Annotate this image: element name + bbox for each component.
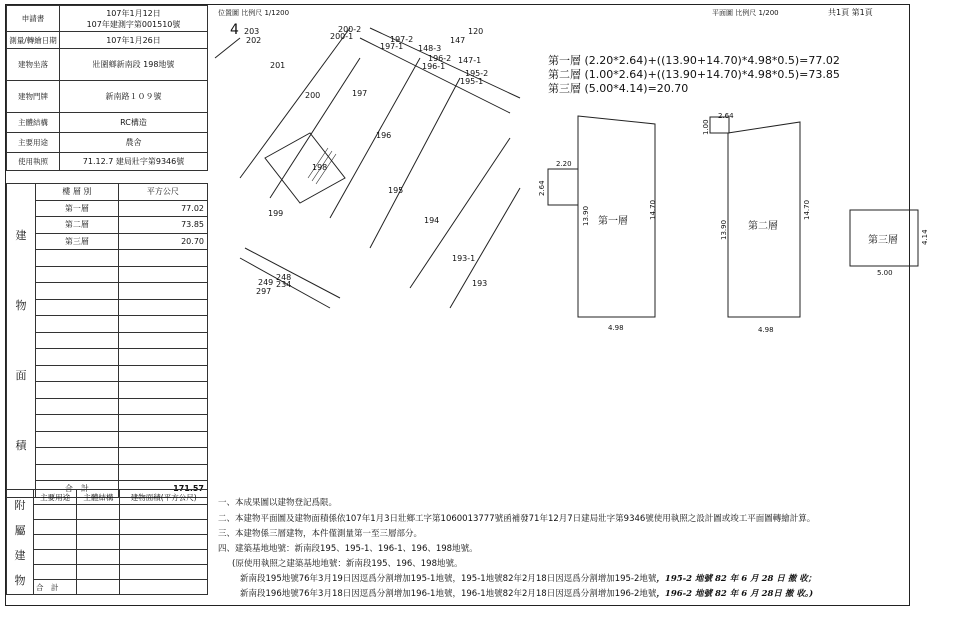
page-count: 共1頁 第1頁 [828, 8, 873, 17]
parcel-label: 200-1 [330, 32, 354, 41]
floor-row-name: 第二層 [36, 217, 119, 234]
attach-col-use: 主要用途 [34, 490, 77, 505]
structure-label: 主體結構 [7, 113, 60, 133]
survey-date-label: 測量/轉繪日期 [7, 32, 60, 49]
parcel-label: 197-1 [380, 42, 404, 51]
floor-row-area: 73.85 [118, 217, 207, 234]
floor-row-area: 20.70 [118, 233, 207, 250]
address-value: 新南路１０９號 [60, 81, 208, 113]
location-label: 建物坐落 [7, 49, 60, 81]
floor2-width: 4.98 [758, 326, 774, 334]
location-map [210, 18, 530, 318]
parcel-label: 199 [268, 209, 284, 218]
permit-value: 71.12.7 建局壯字第9346號 [60, 153, 208, 171]
address-label: 建物門牌 [7, 81, 60, 113]
floor3-height: 4.14 [921, 229, 929, 245]
floor3-width: 5.00 [877, 269, 893, 277]
parcel-label: 200 [305, 91, 321, 100]
total-area: 171.57 [118, 481, 207, 498]
map-scale-no: 4 [230, 22, 239, 38]
parcel-label: 197-2 [390, 35, 414, 44]
parcel-label: 197 [352, 89, 368, 98]
use-label: 主要用途 [7, 133, 60, 153]
parcel-label: 147-1 [458, 56, 482, 65]
parcel-label: 147 [450, 36, 466, 45]
attached-building-table [6, 489, 208, 595]
note-7: 新南段196地號76年3月18日因逕爲分割增加196-1地號，196-1地號82年2月18日因逕爲分割增加196-2地號，196-2 地號 82 年 6 月 28日 撤 收。) [240, 589, 814, 599]
note-2: 二、本建物平面圖及建物面積係依107年1月3日壯鄉工字第1060013777號函補發71年12月7日建局壯字第9346號使用執照之設計圖或竣工平面圖轉繪計算。 [218, 514, 816, 524]
attach-side-label: 附 屬 建 物 [7, 490, 34, 595]
parcel-boundary [450, 188, 520, 308]
floor-row-name: 第三層 [36, 233, 119, 250]
parcel-label: 196-2 [428, 54, 452, 63]
floor1-ext-width: 2.20 [556, 160, 572, 168]
permit-label: 使用執照 [7, 153, 60, 171]
parcel-label: 201 [270, 61, 286, 70]
parcel-boundary [215, 38, 240, 58]
area-col-header: 平方公尺 [118, 184, 207, 201]
floor-col-header: 樓 層 別 [36, 184, 119, 201]
parcel-label: 248 [276, 273, 292, 282]
attach-col-area: 建物面積(平方公尺) [120, 490, 208, 505]
parcel-label: 194 [424, 216, 440, 225]
note-1: 一、本成果圖以建物登記爲限。 [218, 498, 338, 508]
parcel-label: 203 [244, 27, 260, 36]
parcel-label: 202 [246, 36, 262, 45]
floor-row-area: 77.02 [118, 200, 207, 217]
attach-col-structure: 主體結構 [77, 490, 120, 505]
note-3: 三、本建物係三層建物，本件僅測量第一至三層部分。 [218, 529, 423, 539]
parcel-label: 195-2 [465, 69, 489, 78]
note-6: 新南段195地號76年3月19日因逕爲分割增加195-1地號，195-1地號82年2月18日因逕爲分割增加195-2地號，195-2 地號 82 年 6 月 28 日 撤 收； [240, 574, 817, 584]
total-label: 合 計 [36, 481, 119, 498]
floor2-label: 第二層 [748, 221, 778, 232]
parcel-label: 120 [468, 27, 484, 36]
floor1-ext-height: 2.64 [538, 180, 546, 196]
parcel-boundary [240, 28, 350, 178]
parcel-label: 193 [472, 279, 488, 288]
floor3-label: 第三層 [868, 235, 898, 246]
floor2-ext-height: 1.00 [702, 119, 710, 135]
floor-row-name: 第一層 [36, 200, 119, 217]
note-5: (原使用執照之建築基地地號：新南段195、196、198地號。 [232, 559, 463, 569]
applicant-value: 107年1月12日 107年建測字第001510號 [60, 6, 208, 32]
floor2-ext-width: 2.64 [718, 112, 734, 120]
floor1-width: 4.98 [608, 324, 624, 332]
floor1-left-height: 13.90 [582, 205, 590, 226]
formula-line: 第三層 (5.00*4.14)=20.70 [548, 82, 689, 95]
parcel-label: 148-3 [418, 44, 442, 53]
location-map-label: 位置圖 比例尺 1/1200 [218, 9, 290, 17]
floor1-label: 第一層 [598, 216, 628, 227]
parcel-label: 196-1 [422, 62, 446, 71]
note-4: 四、建築基地地號：新南段195、195-1、196-1、196、198地號。 [218, 544, 478, 554]
parcel-label: 196 [376, 131, 392, 140]
building-info-table [6, 5, 208, 171]
structure-value: RC構造 [60, 113, 208, 133]
floor-plans [530, 100, 929, 340]
floor2-outline [728, 122, 800, 317]
parcel-boundary [370, 78, 460, 248]
parcel-label: 198 [312, 163, 328, 172]
floor2-left-height: 13.90 [720, 219, 728, 240]
parcel-boundary [410, 138, 510, 288]
floor1-right-height: 14.70 [649, 199, 657, 220]
applicant-label: 申請書 [7, 6, 60, 32]
handwritten-note: ，196-2 地號 82 年 6 月 28日 撤 收。) [656, 589, 814, 599]
parcel-label: 234 [276, 280, 292, 289]
handwritten-note: ，195-2 地號 82 年 6 月 28 日 撤 收； [656, 574, 817, 584]
parcel-label: 200-2 [338, 25, 362, 34]
parcel-label: 195-1 [460, 77, 484, 86]
parcel-label: 249 [258, 278, 274, 287]
parcel-label: 193-1 [452, 254, 476, 263]
floor2-right-height: 14.70 [803, 199, 811, 220]
use-value: 農舍 [60, 133, 208, 153]
attach-total-label: 合 計 [34, 580, 77, 595]
parcel-label: 297 [256, 287, 272, 296]
location-value: 壯圍鄉新南段 198地號 [60, 49, 208, 81]
formula-line: 第二層 (1.00*2.64)+((13.90+14.70)*4.98*0.5)=73.85 [548, 68, 840, 81]
area-side-label: 建 物 面 積 [7, 184, 36, 498]
parcel-boundary [330, 58, 420, 218]
formula-line: 第一層 (2.20*2.64)+((13.90+14.70)*4.98*0.5)=77.02 [548, 54, 840, 67]
parcel-label: 195 [388, 186, 404, 195]
plan-label: 平面圖 比例尺 1/200 [712, 9, 779, 17]
floor1-extension [548, 169, 578, 205]
area-table [6, 183, 208, 498]
survey-date-value: 107年1月26日 [60, 32, 208, 49]
